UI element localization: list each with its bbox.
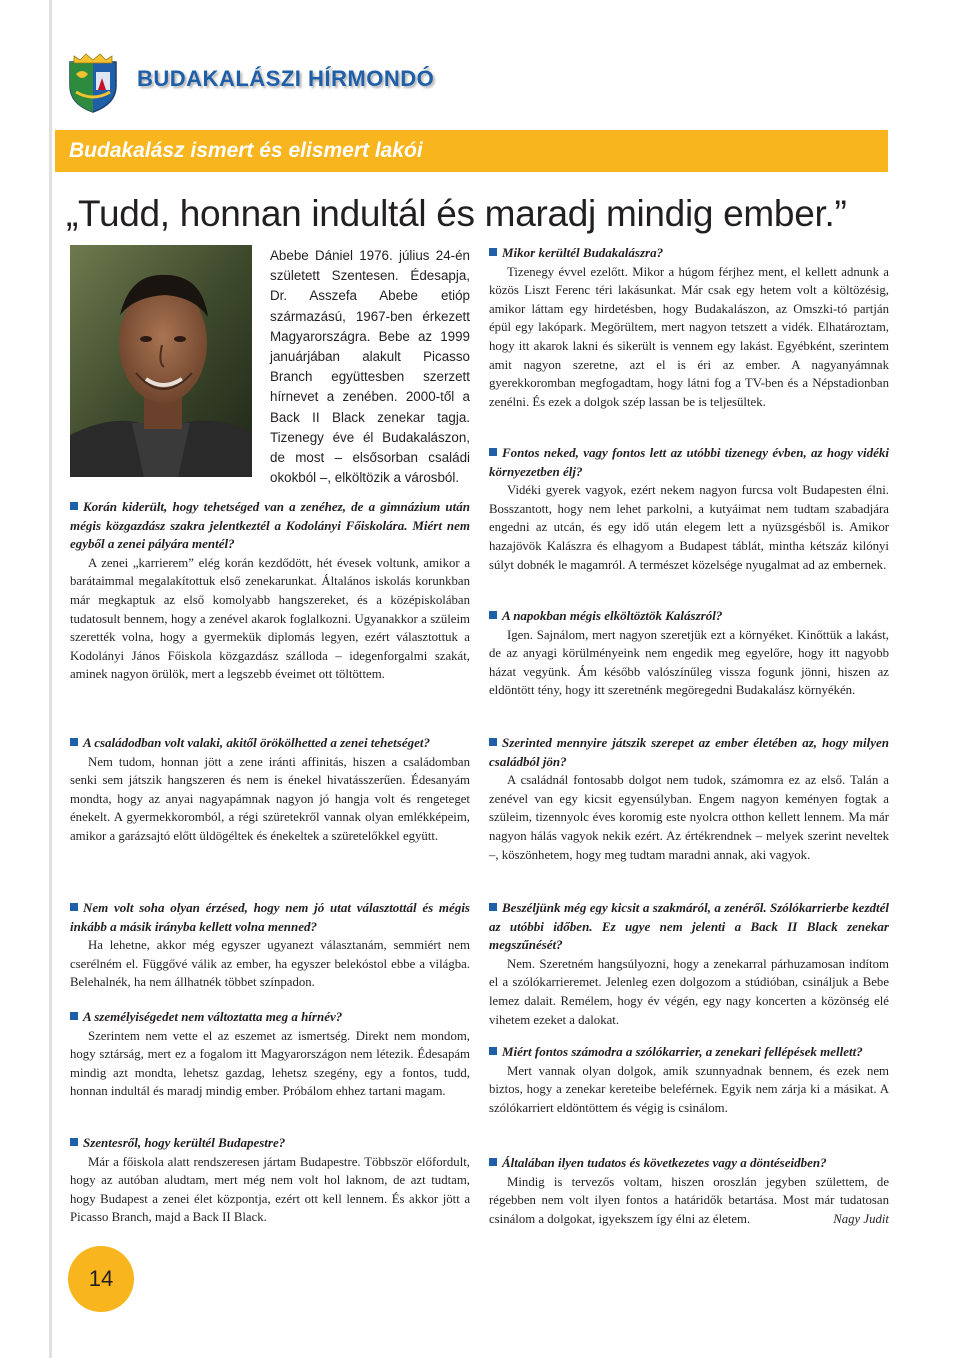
bullet-icon: [70, 903, 78, 911]
bullet-icon: [70, 502, 78, 510]
question: Beszéljünk még egy kicsit a szakmáról, a zenéről. Szólókarrierbe kezdtél az utóbbi időben. Ez ugye nem jelenti a Back II Black zenekar megszűnését?: [489, 900, 889, 953]
section-title: Budakalász ismert és elismert lakói: [69, 139, 423, 162]
masthead-title: BUDAKALÁSZI HÍRMONDÓ: [137, 66, 435, 91]
question: Fontos neked, vagy fontos lett az utóbbi tizenegy évben, az hogy vidéki környezetben élj?: [489, 445, 889, 479]
question: Szentesről, hogy kerültél Budapestre?: [70, 1134, 470, 1153]
question: A napokban mégis elköltöztök Kalászról?: [489, 607, 889, 626]
answer: Mindig is tervezős voltam, hiszen oroszlán jegyben születtem, de régebben nem volt ilyen fontos a határidők betartása. Most már tudatosan csinálom a dolgokat, igyekszem így élni az életem. Nagy Judit: [489, 1173, 889, 1229]
answer: Tizenegy évvel ezelőtt. Mikor a húgom férjhez ment, el kellett adnunk a közös Liszt Ferenc téri lakásunkat. Már csak egy hetem volt a költözésig, amikor láttam egy hirdetésben, hogy Budakalászon, az Omszki-tó partján épül egy lakópark. Megörültem, mert nagyon tetszett a vidék. Elhatároztam, hogy itt akarok lakni és sikerült is vennem egy lakást. Egyébként, szerintem amit nagyon szeretne, azt el is éri az ember. A nagyanyámnak gyerekkoromban megfogadtam, hogy látni fog a TV-ben és a Népstadionban zenélni. És ezek a dolgok szép lassan be is teljesültek.: [489, 264, 889, 409]
qa-block-4: [70, 1008, 470, 1101]
qa-block-9: [489, 734, 889, 864]
answer: Nem tudom, honnan jött a zene iránti affinitás, hiszen a családomban senki sem játszik hangszeren és nem is énekel hivatásszerűen. Édesanyám mondta, hogy az anyai nagyapámnak nagyon jó hangja volt és rengeteget énekelt. A gyermekkoromból, a régi szüretekről vannak olyan emlékképeim, amikor a garázsajtó előtt üldögéltek és énekeltek a szüretelőkkel együtt.: [70, 754, 470, 843]
question: Szerinted mennyire játszik szerepet az ember életében az, hogy milyen családból jön?: [489, 735, 889, 769]
answer: Már a főiskola alatt rendszeresen jártam Budapestre. Többször előfordult, hogy az autóban aludtam, mert még nem volt hol laknom, de azt tudtam, hogy Budapest a zenei élet központja, ezért ott kell lennem. És akkor jött a Picasso Branch, majd a Back II Black.: [70, 1154, 470, 1225]
answer: Mert vannak olyan dolgok, amik szunnyadnak bennem, és ezek nem biztos, hogy a zenekar kereteibe beleférnek. Egyik nem zárja ki a másikat. A szólókarriert eldöntöttem és végig is csinálom.: [489, 1063, 889, 1115]
section-band: [55, 130, 888, 172]
answer: Igen. Sajnálom, mert nagyon szeretjük ezt a környéket. Kinőttük a lakást, de az anyagi körülményeink nem engedik meg egyelőre, hogy itt nagyobb házat vegyünk. Ám később valószínűleg vissza fogunk jönni, hiszen az eldöntött tény, hogy itt szeretnénk megöregedni Budakalász környékén.: [489, 627, 889, 698]
qa-block-10: [489, 899, 889, 1029]
qa-block-6: [489, 244, 889, 411]
question: A családodban volt valaki, akitől örökölhetted a zenei tehetséget?: [70, 734, 470, 753]
question: Nem volt soha olyan érzésed, hogy nem jó utat választottál és mégis inkább a másik irányba kellett volna menned?: [70, 900, 470, 934]
bullet-icon: [489, 738, 497, 746]
town-crest-icon: [66, 52, 120, 114]
question: Korán kiderült, hogy tehetséged van a zenéhez, de a gimnázium után mégis közgazdász szakra jelentkeztél a Kodolányi Főiskolára. Miért nem egyből a zenei pályára mentél?: [70, 499, 470, 552]
answer: Szerintem nem vette el az eszemet az ismertség. Direkt nem mondom, hogy sztárság, mert ez a fogalom itt Magyarországon nem létezik. Édesapám mindig azt mondta, lehetsz gazdag, lehetsz szegény, egy a fontos, tudd, honnan indultál és maradj mindig ember. Próbálom ehhez tartani magam.: [70, 1028, 470, 1099]
bullet-icon: [489, 248, 497, 256]
answer: A családnál fontosabb dolgot nem tudok, számomra ez az első. Talán a zenével van egy kicsit egyensúlyban. Engem nagyon keményen fogtak a szüleim, tizennyolc éves koromig este nyolcra otthon kellett lennem. Ma már nagyon hálás vagyok nekik ezért. Az értékrendnek – melyek szerint neveltek –, köszönhetem, hogy meg tudtam maradni annak, aki vagyok.: [489, 773, 889, 862]
bullet-icon: [489, 448, 497, 456]
qa-block-7: [489, 444, 889, 574]
bullet-icon: [489, 1047, 497, 1055]
bullet-icon: [70, 738, 78, 746]
question: Mikor kerültél Budakalászra?: [489, 244, 889, 263]
qa-block-3: [70, 899, 470, 992]
answer: Nem. Szeretném hangsúlyozni, hogy a zenekarral párhuzamosan indítom el a szólókarrieremet. Jelenleg ezen dolgozom a stúdióban, csináljuk a Bebe lemez dalait. Remélem, hogy év végén, egy nagy koncerten a közönség elé vihetem ezeket a dalokat.: [489, 956, 889, 1027]
bullet-icon: [489, 903, 497, 911]
qa-block-5: [70, 1134, 470, 1227]
bullet-icon: [70, 1012, 78, 1020]
portrait-photo: [70, 245, 252, 477]
qa-block-1: [70, 498, 470, 684]
page-number: 14: [68, 1246, 134, 1312]
question: Miért fontos számodra a szólókarrier, a zenekari fellépések mellett?: [489, 1043, 889, 1062]
bullet-icon: [489, 1158, 497, 1166]
bullet-icon: [489, 611, 497, 619]
bullet-icon: [70, 1138, 78, 1146]
sidebar-divider: [49, 0, 52, 1358]
answer: Ha lehetne, akkor még egyszer ugyanezt választanám, semmiért nem cserélném el. Függővé válik az ember, ha egyszer belekóstol ebbe a világba. Belehalnék, ha nem állhatnék többet színpadon.: [70, 938, 470, 990]
qa-block-2: [70, 734, 470, 846]
article-headline: „Tudd, honnan indultál és maradj mindig ember.”: [66, 193, 847, 234]
qa-block-11: [489, 1043, 889, 1117]
author-signature: Nagy Judit: [833, 1211, 889, 1226]
answer: A zenei „karrierem” elég korán kezdődött, hét évesek voltunk, amikor a barátaimmal megalakítottuk első zenekarunkat. Általános iskolás korunkban már megkaptuk az első komolyabb hangszereket, és a középiskolában tudatosult bennem, hogy a zenével akarok foglalkozni. Ugyanakkor a szüleim szerették volna, hogy a gyermekük diplomás legyen, ezért választottuk a Kodolányi János Főiskola közgazdász szálloda – idegenforgalmi szakát, aminek nagyon örülök, mert a legszebb éveimet ott töltöttem.: [70, 555, 470, 682]
answer: Vidéki gyerek vagyok, ezért nekem nagyon furcsa volt Budapesten élni. Bosszantott, hogy nem lehet parkolni, a kutyáimat nem tudtam szabadjára engedni az utcán, és egy idő után elegem lett a nyüzsgésből is. Amikor hazajövök Kalászra és elhagyom a Budapest táblát, mintha kétszáz kilónyi súlyt dobnék le magamról. A természet közelsége nyugalmat ad az embernek.: [489, 483, 889, 572]
qa-block-12: [489, 1154, 889, 1228]
question: A személyiségedet nem változtatta meg a hírnév?: [70, 1008, 470, 1027]
page-sidebar: [0, 0, 51, 1358]
question: Általában ilyen tudatos és következetes vagy a döntéseidben?: [489, 1154, 889, 1173]
intro-text: Abebe Dániel 1976. július 24-én született Szentesen. Édesapja, Dr. Asszefa Abebe etióp származású, 1967-ben érkezett Magyarországra. Bebe az 1999 januárjában alakult Picasso Branch együttesben szerzett hírnevet a zenében. 2000-től a Back II Black zenekar tagja. Tizenegy éve él Budakalászon, de most – elsősorban családi okokból –, elköltözik a városból.: [270, 248, 470, 486]
qa-block-8: [489, 607, 889, 700]
